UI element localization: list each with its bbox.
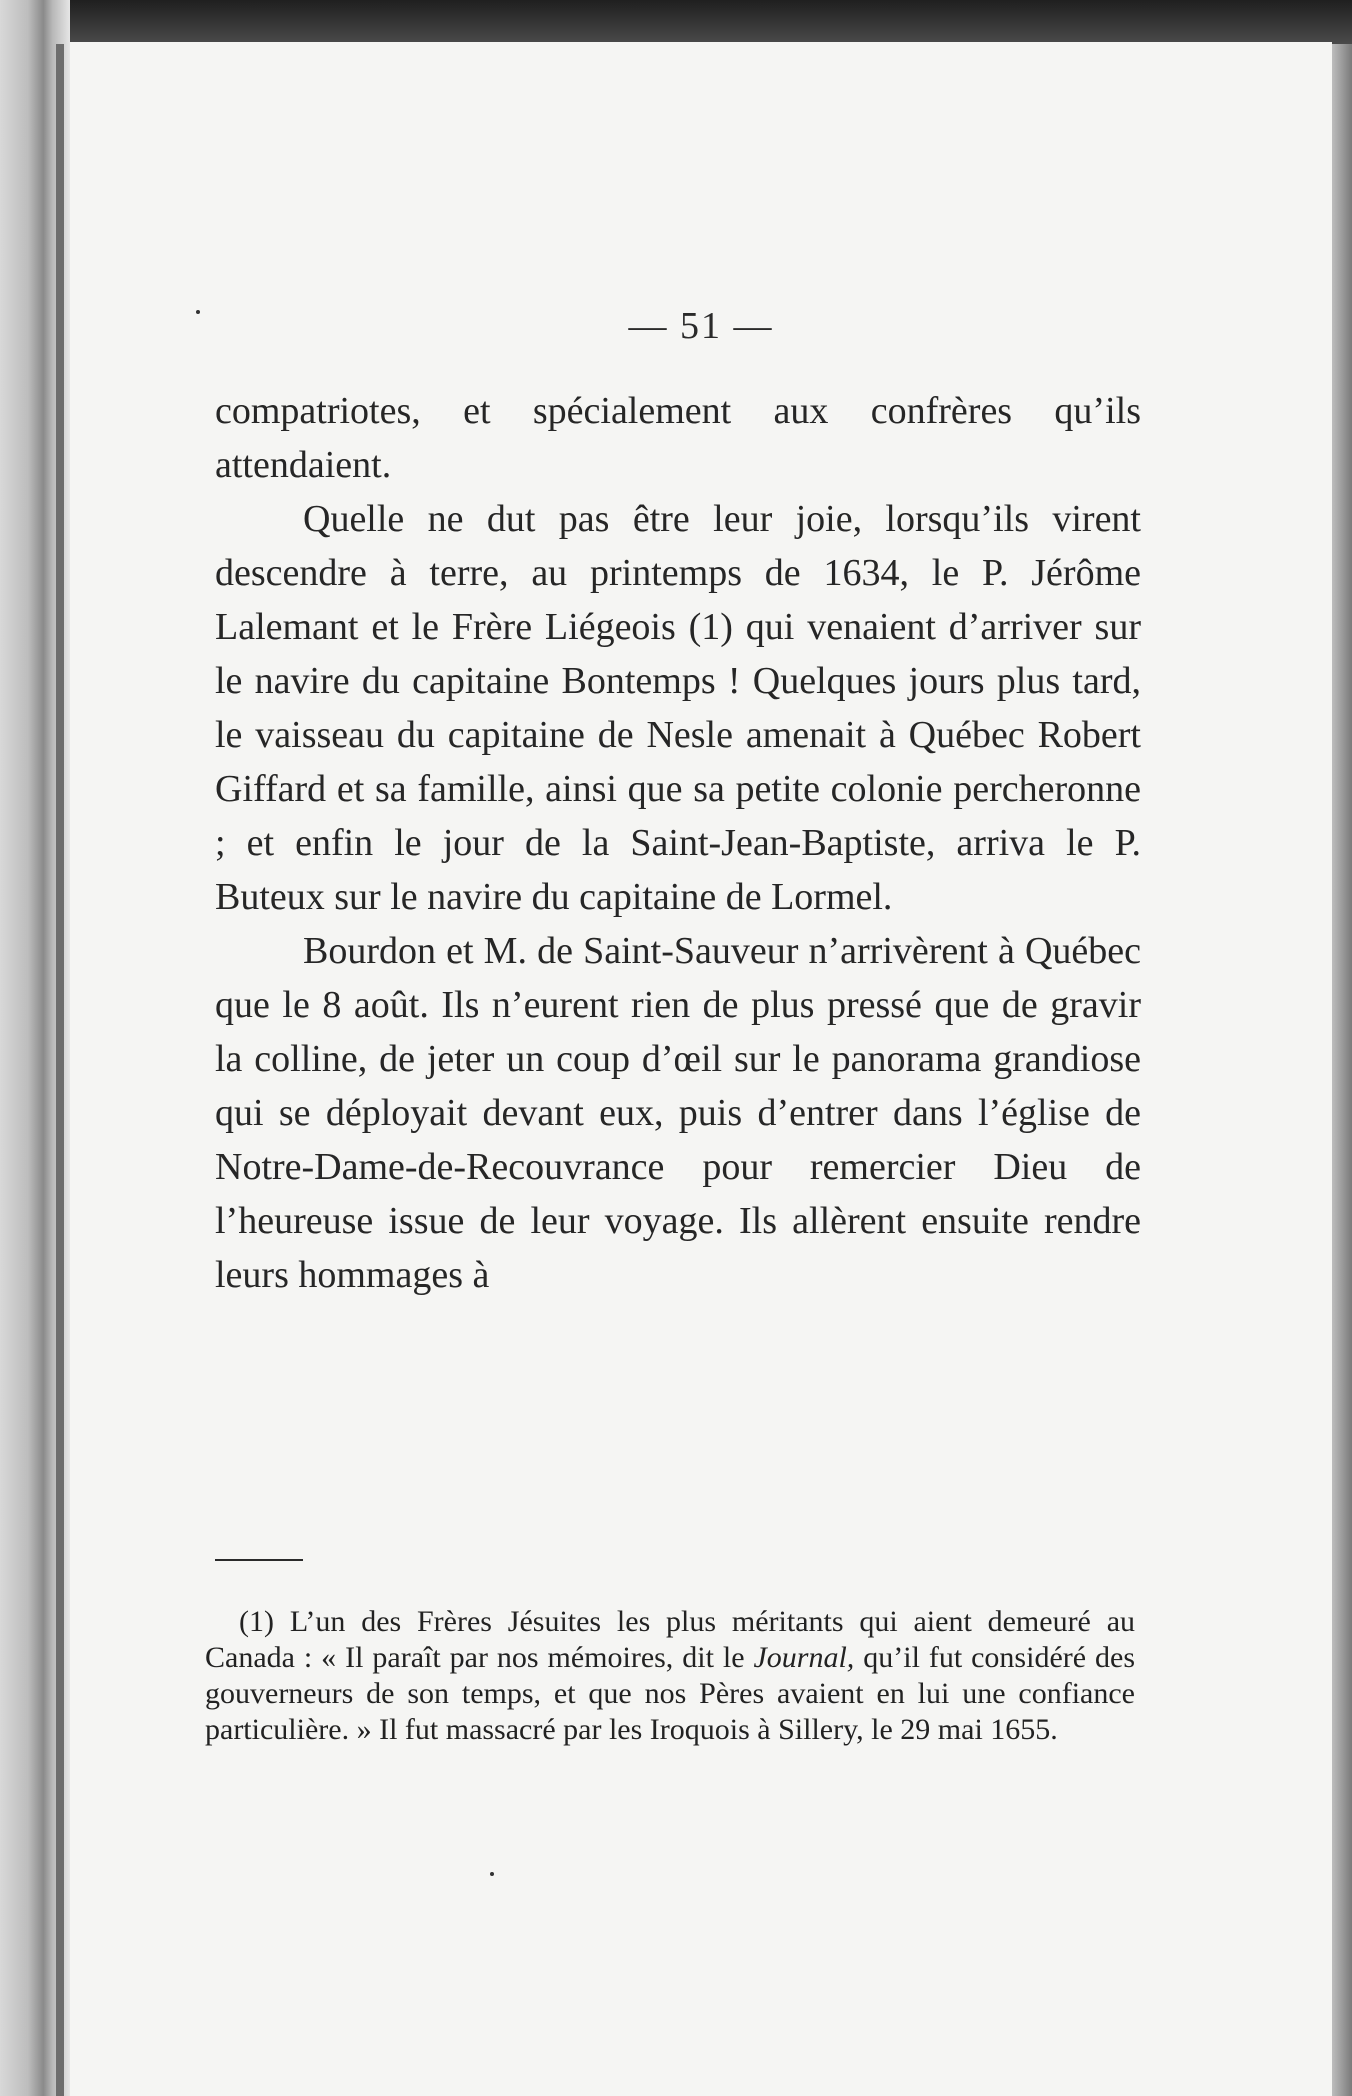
footnote-paragraph bbox=[205, 1604, 1135, 1748]
footnote-text-after: qu’il fut considéré des gouverneurs de son temps, et que nos Pères avaient en lui une confiance particulière. » Il fut massacré par les Iroquois à Sillery, le 29 mai 1655. bbox=[205, 1641, 1135, 1746]
footnote-divider bbox=[215, 1559, 303, 1561]
scan-top-border bbox=[0, 0, 1352, 44]
gutter-shadow bbox=[56, 44, 64, 2096]
scan-speck bbox=[196, 310, 200, 314]
paragraph-2: Quelle ne dut pas être leur joie, lorsqu’ils virent descendre à terre, au printemps de 1634, le P. Jérôme Lalemant et le Frère Liégeois (1) qui venaient d’arriver sur le navire du capitaine Bontemps ! Quelques jours plus tard, le vaisseau du capitaine de Nesle amenait à Québec Robert Giffard et sa famille, ainsi que sa petite colonie percheronne ; et enfin le jour de la Saint-Jean-Baptiste, arriva le P. Buteux sur le navire du capitaine de Lormel. bbox=[215, 498, 1141, 918]
footnote-marker: (1) bbox=[239, 1605, 274, 1638]
body-text bbox=[215, 384, 1141, 1302]
footnote-text-before: L’un des Frères Jésuites les plus méritants qui aient demeuré au Canada : « Il paraît par nos mémoires, dit le bbox=[205, 1605, 1136, 1674]
page-number: — 51 — bbox=[628, 305, 774, 347]
book-page bbox=[70, 42, 1332, 2096]
page-right-edge bbox=[1332, 44, 1352, 2096]
paragraph-3: Bourdon et M. de Saint-Sauveur n’arrivèrent à Québec que le 8 août. Ils n’eurent rien de plus pressé que de gravir la colline, de jeter un coup d’œil sur le panorama grandiose qui se déployait devant eux, puis d’entrer dans l’église de Notre-Dame-de-Recouvrance pour remercier Dieu de l’heureuse issue de leur voyage. Ils allèrent ensuite rendre leurs hommages à bbox=[215, 930, 1141, 1296]
footnote bbox=[205, 1604, 1135, 1748]
paragraph-1: compatriotes, et spécialement aux confrères qu’ils attendaient. bbox=[215, 390, 1141, 486]
footnote-journal-title: Journal, bbox=[753, 1641, 855, 1674]
scan-speck bbox=[490, 1872, 494, 1876]
